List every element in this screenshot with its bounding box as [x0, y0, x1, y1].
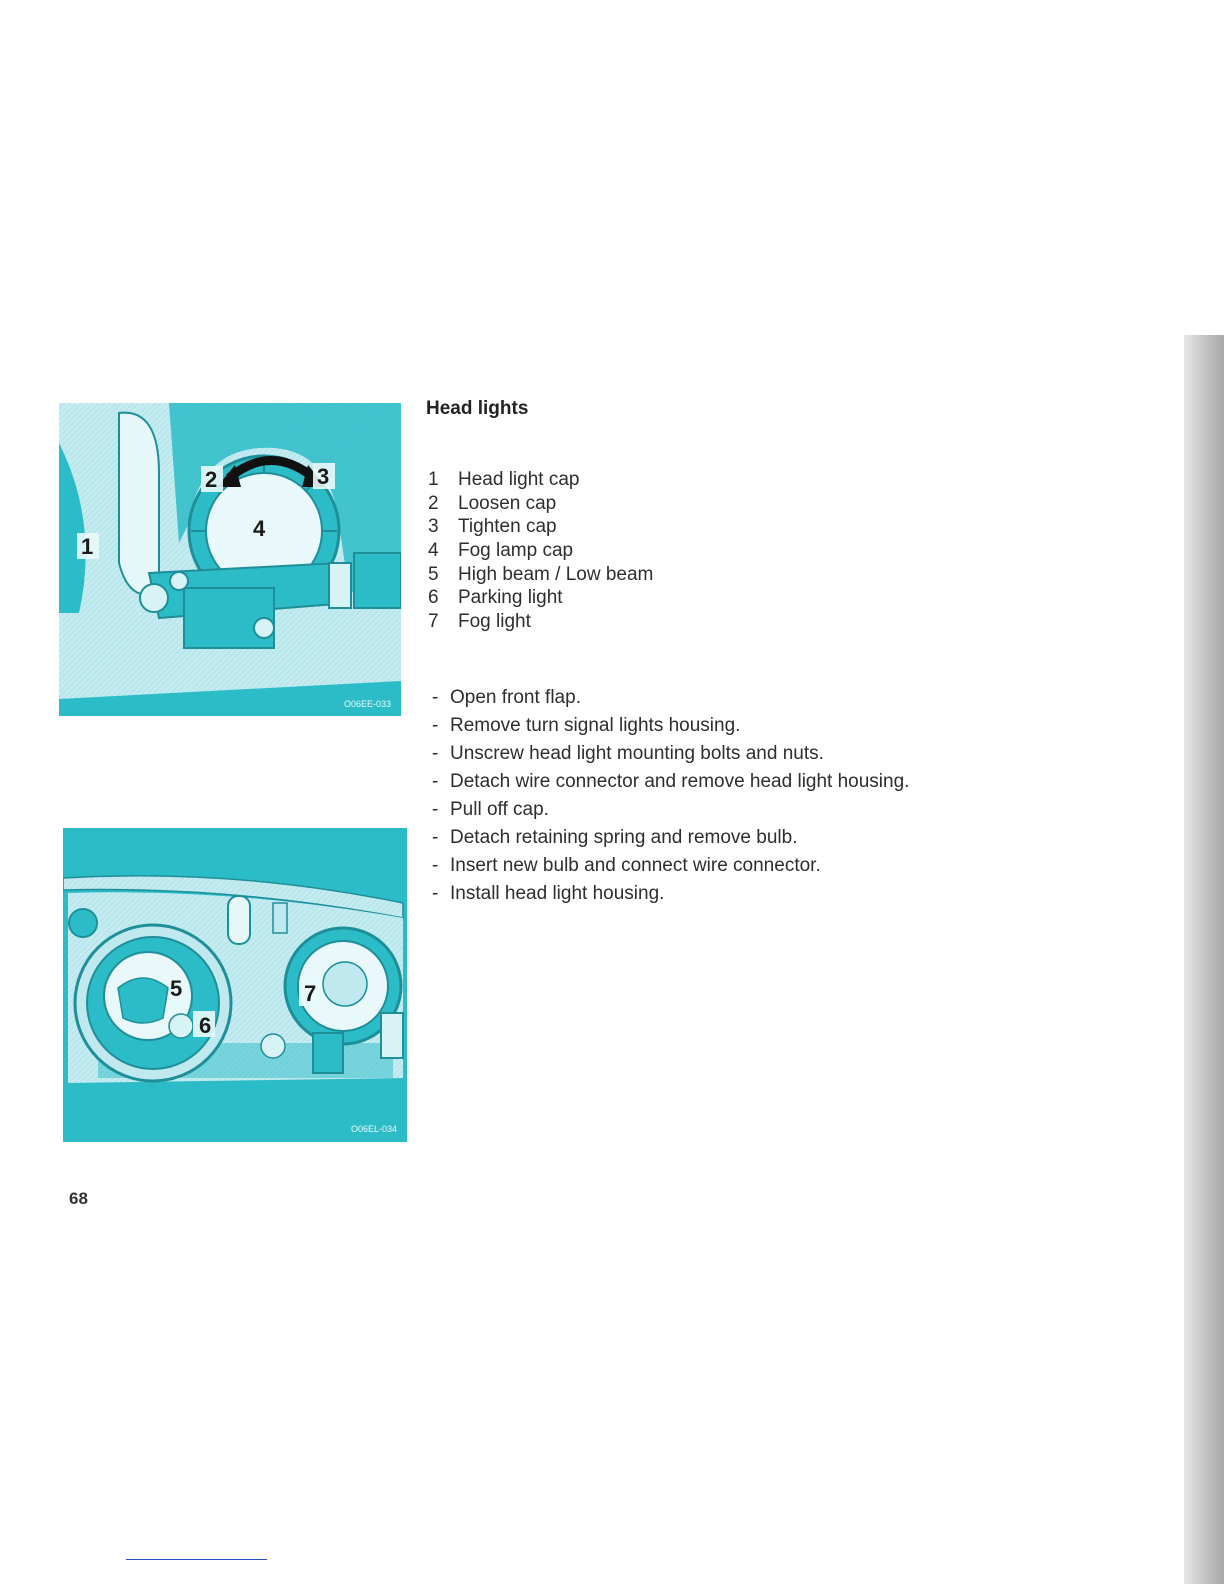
legend-label: Tighten cap — [458, 516, 557, 538]
legend-number: 2 — [428, 492, 439, 514]
step-dash: - — [432, 687, 439, 708]
parts-legend — [428, 468, 653, 634]
step-text: Remove turn signal lights housing. — [450, 715, 741, 736]
section-heading: Head lights — [426, 398, 529, 419]
headlight-cap-illustration — [59, 403, 401, 716]
step-dash: - — [432, 799, 439, 820]
step-dash: - — [432, 715, 439, 736]
step-dash: - — [432, 855, 439, 876]
step-text: Detach retaining spring and remove bulb. — [450, 827, 798, 848]
step-item — [432, 684, 909, 712]
legend-item — [428, 492, 653, 516]
step-text: Insert new bulb and connect wire connector. — [450, 855, 821, 876]
figure-ref-code: O06EL-034 — [351, 1124, 398, 1134]
legend-label: Parking light — [458, 587, 563, 609]
legend-label: Loosen cap — [458, 492, 557, 514]
legend-item — [428, 586, 653, 610]
legend-label: Fog light — [458, 611, 531, 633]
step-text: Open front flap. — [450, 687, 581, 708]
callout-6: 6 — [199, 1013, 212, 1038]
step-item — [432, 824, 909, 852]
step-item — [432, 796, 909, 824]
step-item — [432, 740, 909, 768]
callout-3: 3 — [317, 464, 330, 489]
legend-item — [428, 468, 653, 492]
legend-number: 1 — [428, 469, 439, 490]
step-text: Pull off cap. — [450, 799, 549, 820]
procedure-steps — [432, 684, 909, 908]
legend-item — [428, 610, 653, 634]
legend-label: High beam / Low beam — [458, 563, 654, 585]
legend-item — [428, 563, 653, 587]
callout-2: 2 — [205, 467, 218, 492]
legend-number: 5 — [428, 563, 439, 585]
legend-item — [428, 515, 653, 539]
legend-item — [428, 539, 653, 563]
step-text: Install head light housing. — [450, 883, 665, 904]
step-dash: - — [432, 883, 439, 904]
headlight-bulbs-drawing — [63, 828, 407, 1142]
legend-number: 3 — [428, 516, 439, 538]
legend-label: Fog lamp cap — [458, 540, 574, 562]
step-text: Detach wire connector and remove head light housing. — [450, 771, 910, 792]
step-dash: - — [432, 827, 439, 848]
callout-7: 7 — [304, 981, 317, 1006]
legend-number: 6 — [428, 587, 439, 609]
legend-label: Head light cap — [458, 469, 580, 490]
legend-number: 7 — [428, 611, 439, 633]
step-dash: - — [432, 771, 439, 792]
step-dash: - — [432, 743, 439, 764]
page-number: 68 — [69, 1189, 88, 1208]
page-edge-shadow — [1184, 335, 1224, 1584]
bottom-rule — [126, 1559, 267, 1560]
callout-4: 4 — [253, 516, 266, 541]
step-item — [432, 852, 909, 880]
step-item — [432, 712, 909, 740]
figure-ref-code: O06EE-033 — [344, 699, 392, 709]
headlight-bulbs-illustration — [63, 828, 407, 1142]
callout-5: 5 — [170, 976, 183, 1001]
step-item — [432, 880, 909, 908]
step-item — [432, 768, 909, 796]
legend-number: 4 — [428, 540, 439, 562]
step-text: Unscrew head light mounting bolts and nuts. — [450, 743, 824, 764]
callout-1: 1 — [81, 534, 94, 559]
headlight-cap-drawing — [59, 403, 401, 716]
